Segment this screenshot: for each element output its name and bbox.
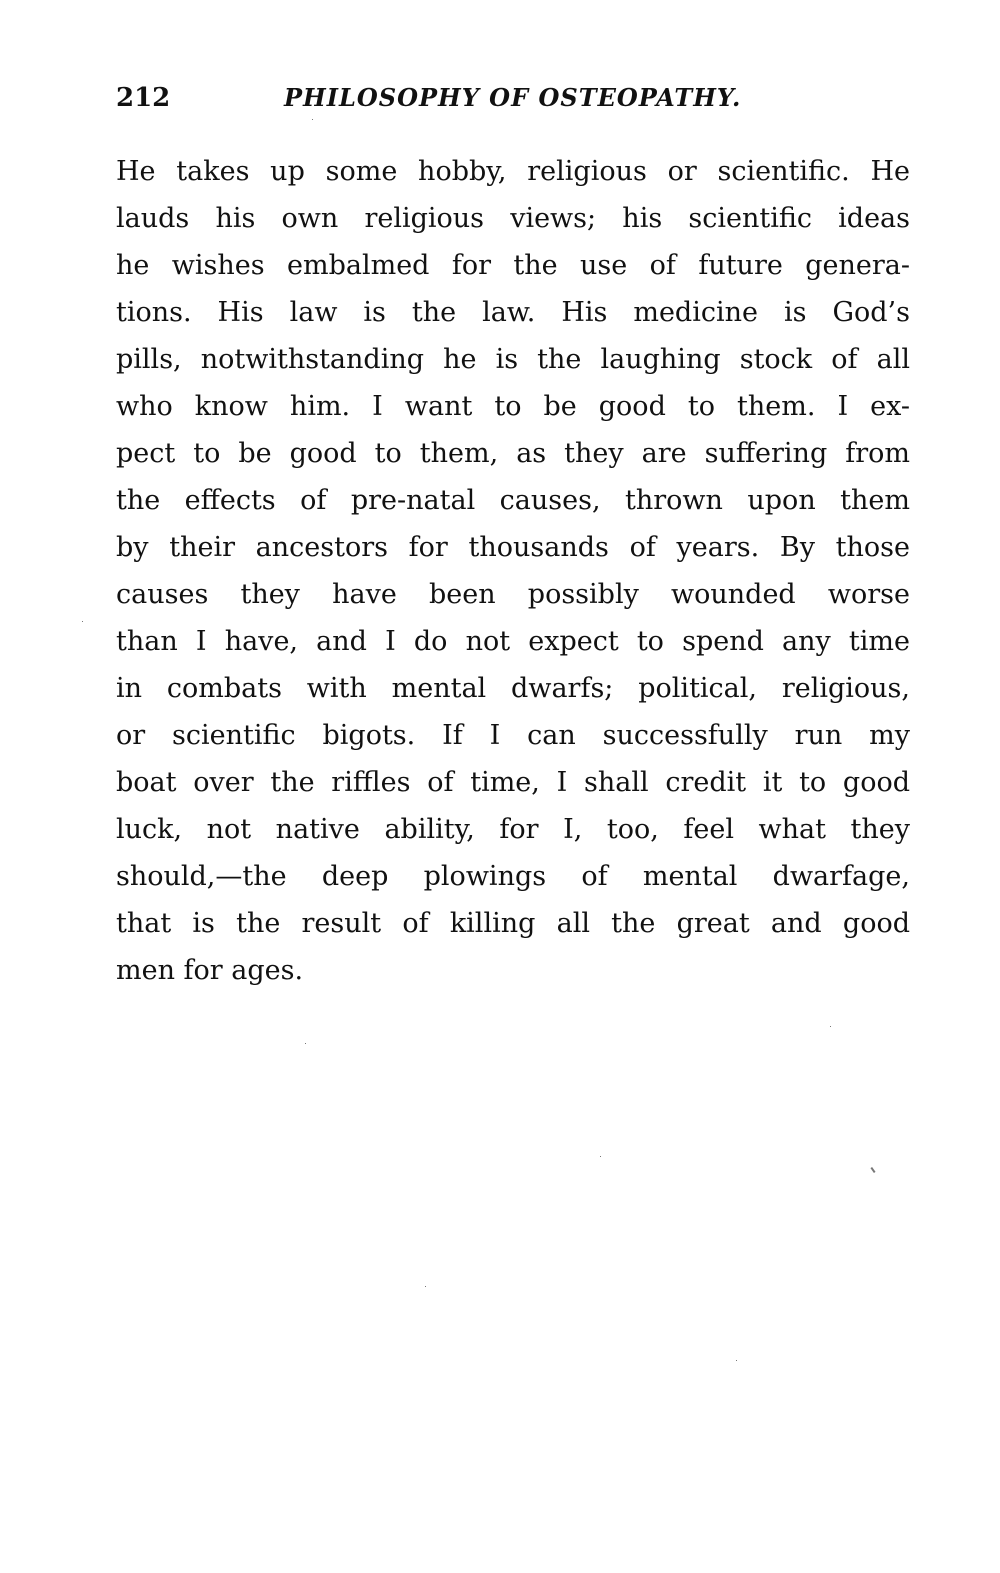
scan-speck [425,1286,426,1287]
scan-speck [830,1026,831,1027]
text-line: boat over the riffles of time, I shall credit it to good [116,767,910,798]
text-line: should,—the deep plowings of mental dwarfage, [116,861,910,892]
text-line: he wishes embalmed for the use of future genera- [116,250,910,281]
text-line: by their ancestors for thousands of years. By those [116,532,910,563]
text-line: who know him. I want to be good to them. I ex- [116,391,910,422]
running-head [116,78,796,118]
scan-speck [82,621,83,622]
running-title: PHILOSOPHY OF OSTEOPATHY. [284,83,742,112]
text-line: He takes up some hobby, religious or scientific. He [116,156,910,187]
text-line: tions. His law is the law. His medicine is God’s [116,297,910,328]
text-line: the effects of pre-natal causes, thrown upon them [116,485,910,516]
scan-speck [736,1360,737,1361]
scan-speck [600,1156,601,1157]
text-line: luck, not native ability, for I, too, feel what they [116,814,910,845]
text-line: pills, notwithstanding he is the laughing stock of all [116,344,910,375]
page-number: 212 [116,83,171,113]
text-line: or scientific bigots. If I can successfully run my [116,720,910,751]
text-line: lauds his own religious views; his scientific ideas [116,203,910,234]
text-line: than I have, and I do not expect to spend any time [116,626,910,657]
body-paragraph [116,148,910,994]
scan-speck [870,1167,875,1173]
text-line: men for ages. [116,955,304,986]
text-line: that is the result of killing all the great and good [116,908,910,939]
scan-speck [305,1043,306,1044]
text-line: pect to be good to them, as they are suffering from [116,438,910,469]
text-line: in combats with mental dwarfs; political, religious, [116,673,910,704]
scan-speck [312,119,313,120]
text-line: causes they have been possibly wounded worse [116,579,910,610]
